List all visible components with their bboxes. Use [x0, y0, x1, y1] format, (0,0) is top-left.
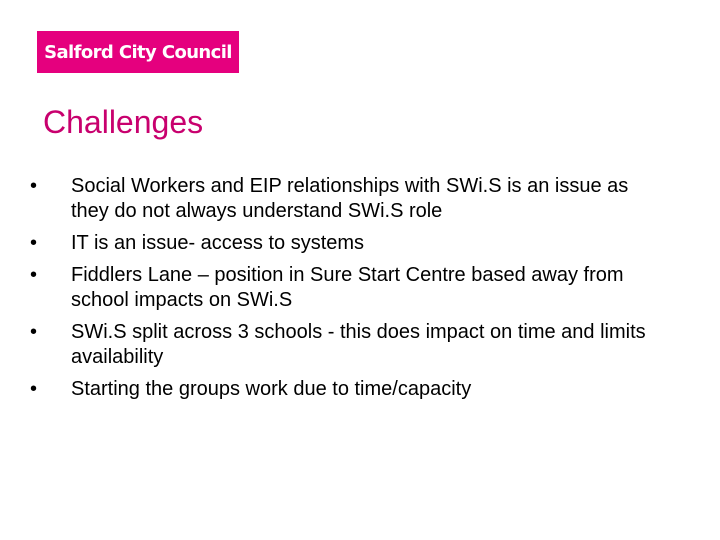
bullet-icon: • — [30, 175, 38, 197]
bullet-text: Starting the groups work due to time/capacity — [71, 378, 472, 400]
logo-text: Salford City Council — [44, 41, 232, 63]
salford-city-council-logo — [37, 31, 239, 73]
bullet-item — [30, 263, 670, 313]
bullet-text: Social Workers and EIP relationships with SWi.S is an issue as they do not always understand SWi.S role — [71, 175, 629, 222]
bullet-item — [30, 377, 670, 402]
bullet-item — [30, 231, 670, 256]
bullet-text: IT is an issue- access to systems — [71, 232, 365, 254]
bullet-icon: • — [30, 321, 38, 343]
bullet-icon: • — [30, 378, 38, 400]
slide-title: Challenges — [43, 104, 204, 140]
bullet-text: Fiddlers Lane – position in Sure Start Centre based away from school impacts on SWi.S — [71, 264, 624, 311]
bullet-item — [30, 320, 670, 370]
bullet-icon: • — [30, 232, 38, 254]
bullet-icon: • — [30, 264, 38, 286]
bullet-item — [30, 174, 670, 224]
bullet-list — [30, 174, 670, 409]
bullet-text: SWi.S split across 3 schools - this does impact on time and limits availability — [71, 321, 646, 368]
